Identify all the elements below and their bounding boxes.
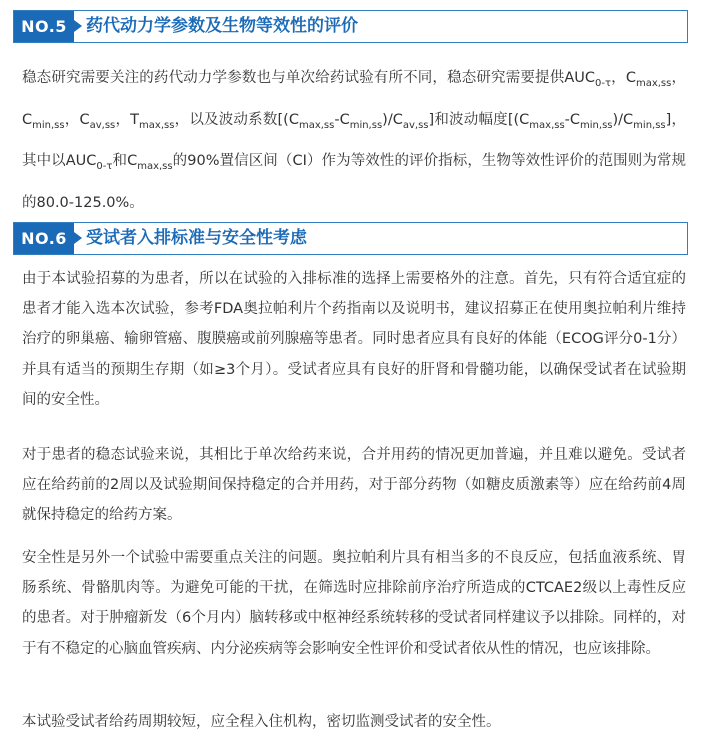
section-6-badge: NO.6 [14,223,74,254]
section-6-paragraph-1: 由于本试验招募的为患者，所以在试验的入排标准的选择上需要格外的注意。首先，只有符合适宜症的患者才能入选本次试验，参考FDA奥拉帕利片个药指南以及说明书，建议招募正在使用奥拉帕利片维持治疗的卵巢癌、输卵管癌、腹膜癌或前列腺癌等患者。同时患者应具有良好的体能（ECOG评分0-1分）并具有适当的预期生存期（如≥3个月）。受试者应具有良好的肝肾和骨髓功能，以确保受试者在试验期间的安全性。 [22,271,686,408]
section-5-paragraph: 稳态研究需要关注的药代动力学参数也与单次给药试验有所不同，稳态研究需要提供$AUC_{0-\tau}$，$C_{max,ss}$，$C_{min,ss}$，$C_{av,ss}$，$T_{max,ss}$，以及波动系数$[(C_{max,ss}-C_{min,ss})/C_{av,ss}]$和波动幅度$[(C_{max,ss}-C_{min,ss})/C_{min,ss}]$，其中以$AUC_{0-\tau}$和$C_{max,ss}$的90%置信区间（CI）作为等效性的评价指标，生物等效性评价的范围则为常规的80.0-125.0%。 [22,70,687,211]
section-6-paragraph-2: 对于患者的稳态试验来说，其相比于单次给药来说，合并用药的情况更加普遍，并且难以避免。受试者应在给药前的2周以及试验期间保持稳定的合并用药，对于部分药物（如糖皮质激素等）应在给药前4周就保持稳定的给药方案。 [22,447,686,524]
section-6-paragraph-3: 安全性是另外一个试验中需要重点关注的问题。奥拉帕利片具有相当多的不良反应，包括血液系统、胃肠系统、骨骼肌肉等。为避免可能的干扰，在筛选时应排除前序治疗所造成的CTCAE2级以上毒性反应的患者。对于肿瘤新发（6个月内）脑转移或中枢神经系统转移的受试者同样建议予以排除。同样的，对于有不稳定的心脑血管疾病、内分泌疾病等会影响安全性评价和受试者依从性的情况，也应该排除。 [22,550,686,657]
section-5-badge: NO.5 [14,11,74,42]
section-6-paragraph-4: 本试验受试者给药周期较短，应全程入住机构，密切监测受试者的安全性。 [22,714,501,730]
section-6-title: 受试者入排标准与安全性考虑 [86,228,307,248]
section-5-title: 药代动力学参数及生物等效性的评价 [86,16,358,36]
section-6-header [13,222,688,255]
section-5-header [13,10,688,43]
